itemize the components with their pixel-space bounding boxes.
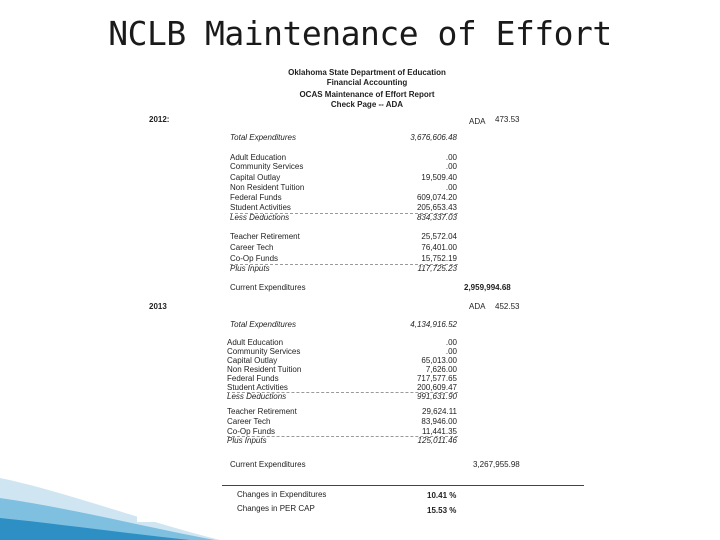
summary-rule [222, 485, 584, 486]
report-header-line: Oklahoma State Department of Education [288, 68, 446, 77]
deduction-value: 65,013.00 [421, 356, 457, 365]
current-expenditures-label: Current Expenditures [230, 283, 306, 292]
deduction-value: .00 [445, 338, 457, 347]
current-expenditures-value: 3,267,955.98 [473, 460, 520, 469]
addition-value: 83,946.00 [421, 417, 457, 426]
addition-label: Teacher Retirement [227, 407, 297, 416]
ada-value: 473.53 [495, 115, 520, 124]
total-expenditures-value: 3,676,606.48 [410, 133, 457, 142]
ada-label: ADA [469, 117, 486, 126]
deduction-label: Non Resident Tuition [230, 183, 305, 192]
deduction-label: Non Resident Tuition [227, 365, 302, 374]
addition-value: 15,752.19 [421, 254, 457, 263]
deduction-label: Community Services [227, 347, 301, 356]
change-label: Changes in Expenditures [237, 490, 327, 499]
addition-label: Co-Op Funds [230, 254, 279, 263]
deduction-label: Adult Education [227, 338, 284, 347]
deduction-label: Federal Funds [230, 193, 282, 202]
less-deductions-label: Less Deductions [227, 392, 287, 401]
deduction-value: 19,509.40 [421, 173, 457, 182]
plus-inputs-label: Plus Inputs [227, 436, 267, 445]
report-header-line: Financial Accounting [326, 78, 408, 87]
slide-title: NCLB Maintenance of Effort [108, 14, 612, 53]
addition-value: 25,572.04 [421, 232, 457, 241]
deduction-value: 717,577.65 [416, 374, 457, 383]
deduction-label: Community Services [230, 162, 304, 171]
addition-label: Co-Op Funds [227, 427, 276, 436]
deduction-label: Capital Outlay [230, 173, 281, 182]
addition-label: Career Tech [230, 243, 274, 252]
less-deductions-value: 991,631.90 [416, 392, 457, 401]
less-deductions-value: 834,337.03 [416, 213, 457, 222]
ada-label: ADA [469, 302, 486, 311]
addition-label: Teacher Retirement [230, 232, 300, 241]
deduction-value: 7,626.00 [425, 365, 457, 374]
addition-value: 76,401.00 [421, 243, 457, 252]
year-label: 2013 [149, 302, 167, 311]
deduction-label: Capital Outlay [227, 356, 278, 365]
less-deductions-label: Less Deductions [230, 213, 290, 222]
deduction-value: .00 [445, 183, 457, 192]
change-value: 15.53 % [427, 506, 457, 515]
year-label: 2012: [149, 115, 170, 124]
plus-inputs-value: 125,011.46 [417, 436, 457, 445]
plus-inputs-value: 117,725.23 [417, 264, 457, 273]
deduction-label: Adult Education [230, 153, 287, 162]
total-expenditures-value: 4,134,916.52 [410, 320, 457, 329]
addition-label: Career Tech [227, 417, 271, 426]
total-expenditures-label: Total Expenditures [230, 133, 296, 142]
deduction-value: 200,609.47 [416, 383, 457, 392]
deduction-label: Student Activities [227, 383, 288, 392]
moe-report-document [137, 62, 597, 522]
deduction-value: .00 [445, 347, 457, 356]
report-header-line: Check Page -- ADA [330, 100, 404, 109]
deduction-label: Federal Funds [227, 374, 279, 383]
plus-inputs-label: Plus Inputs [230, 264, 270, 273]
deduction-value: .00 [445, 162, 457, 171]
change-value: 10.41 % [427, 491, 457, 500]
deduction-value: 205,653.43 [416, 203, 457, 212]
addition-value: 11,441.35 [422, 427, 457, 436]
total-expenditures-label: Total Expenditures [230, 320, 296, 329]
change-label: Changes in PER CAP [237, 504, 315, 513]
addition-value: 29,624.11 [422, 407, 457, 416]
current-expenditures-value: 2,959,994.68 [464, 283, 511, 292]
report-header-line: OCAS Maintenance of Effort Report [299, 90, 435, 99]
ada-value: 452.53 [495, 302, 520, 311]
current-expenditures-label: Current Expenditures [230, 460, 306, 469]
deduction-value: 609,074.20 [416, 193, 457, 202]
deduction-value: .00 [445, 153, 457, 162]
deduction-label: Student Activities [230, 203, 291, 212]
